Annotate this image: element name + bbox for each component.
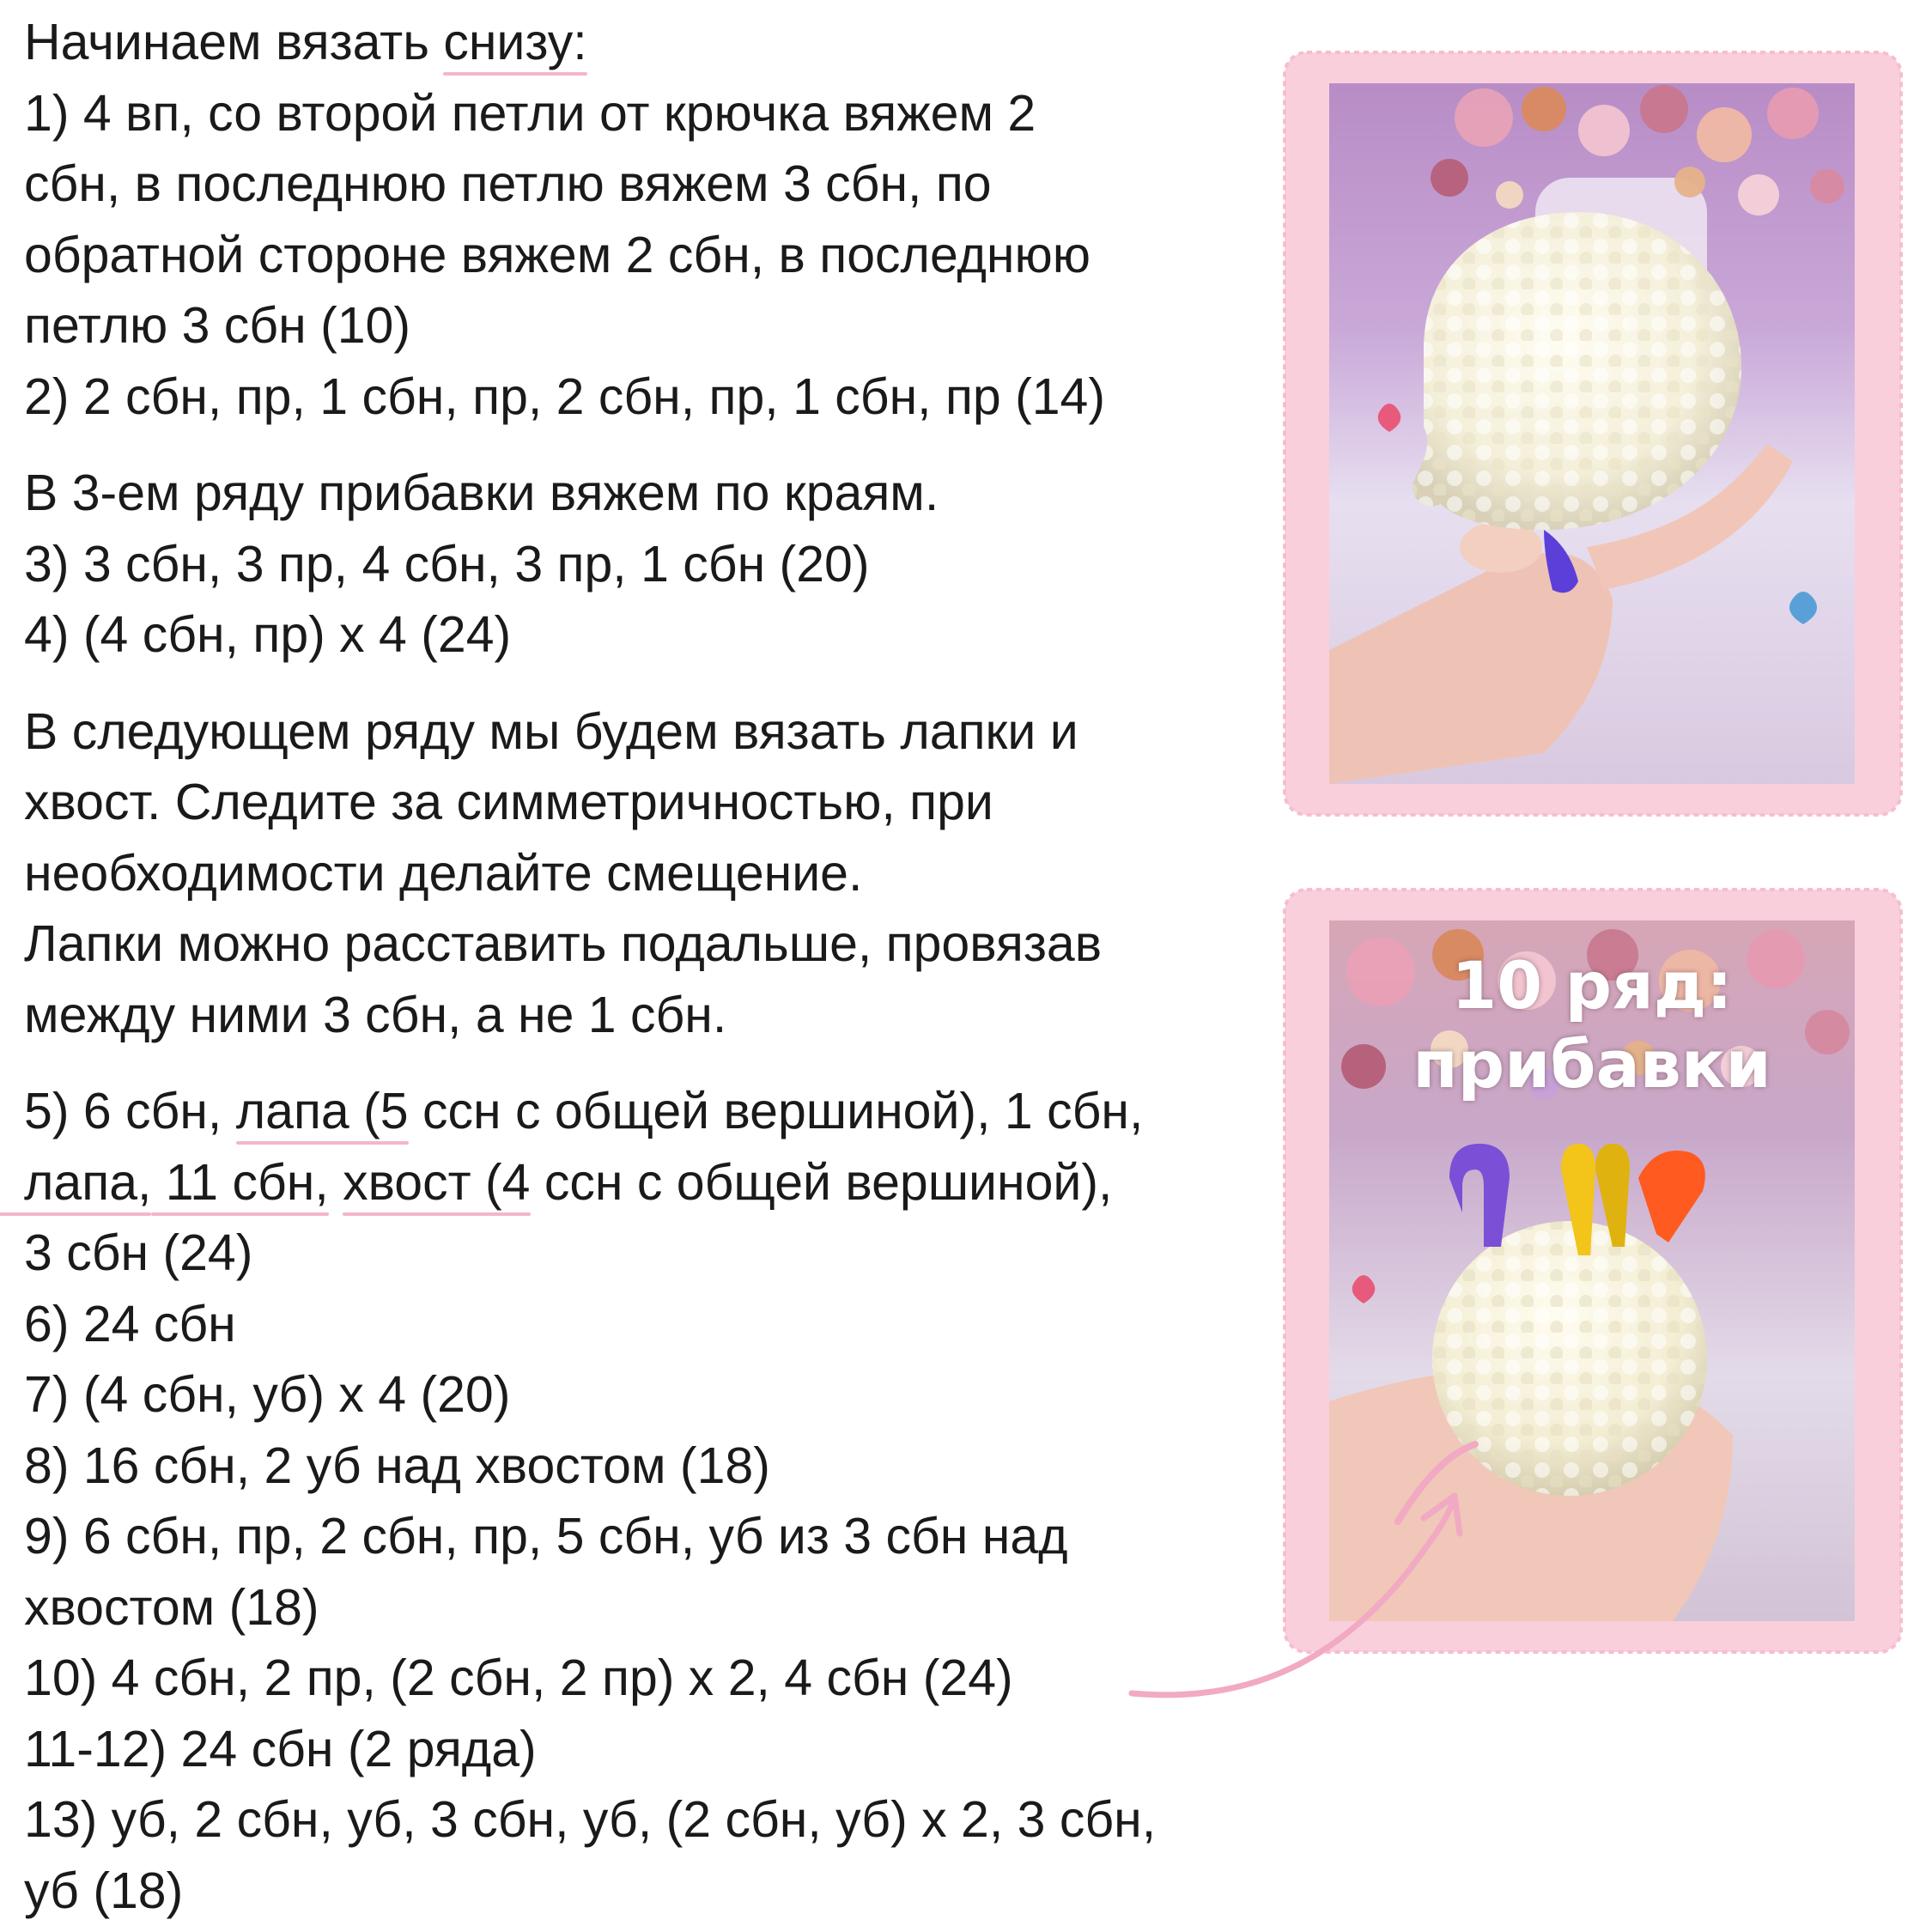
photo-frame-1 [1279, 47, 1906, 820]
row-11-12-line: 11-12) 24 сбн (2 ряда) [24, 1720, 537, 1777]
row-9-line: хвостом (18) [24, 1578, 319, 1636]
row-4-line: 4) (4 сбн, пр) х 4 (24) [24, 606, 512, 663]
row-1-line: петлю 3 сбн (10) [24, 297, 410, 354]
row-2-line: 2) 2 сбн, пр, 1 сбн, пр, 2 сбн, пр, 1 сбн, пр (14) [24, 368, 1106, 425]
underlined-text: хвост (4 [343, 1153, 531, 1211]
underlined-text: лапа, [24, 1153, 152, 1211]
row-9-line: 9) 6 сбн, пр, 2 сбн, пр, 5 сбн, уб из 3 сбн над [24, 1508, 1068, 1564]
intro-line: Начинаем вязать снизу: [24, 14, 587, 70]
photo-crochet-base [1329, 83, 1855, 784]
note-line: В 3-ем ряду прибавки вяжем по краям. [24, 465, 939, 521]
note-line: В следующем ряду мы будем вязать лапки и [24, 702, 1078, 760]
row-5-line: лапа, 11 сбн, хвост (4 ссн с общей вершиной), [24, 1153, 1113, 1211]
photo-frame-2 [1279, 884, 1906, 1657]
note-line: Лапки можно расставить подальше, провязав [24, 915, 1103, 972]
row-1-line: обратной стороне вяжем 2 сбн, в последнюю [24, 226, 1091, 283]
row-1-line: сбн, в последнюю петлю вяжем 3 сбн, по [24, 155, 992, 212]
underlined-text: снизу: [443, 14, 587, 70]
instructions-text [24, 7, 1278, 1926]
row-13-line: уб (18) [24, 1862, 184, 1919]
photo-caption: 10 ряд: прибавки [1413, 947, 1771, 1103]
row-1-line: 1) 4 вп, со второй петли от крючка вяжем 2 [24, 84, 1036, 142]
row-10-line: 10) 4 сбн, 2 пр, (2 сбн, 2 пр) х 2, 4 сбн (24) [24, 1649, 1013, 1706]
row-7-line: 7) (4 сбн, уб) х 4 (20) [24, 1366, 511, 1423]
note-line: необходимости делайте смещение. [24, 844, 863, 902]
row-5-line: 5) 6 сбн, лапа (5 ссн с общей вершиной), 1 сбн, [24, 1083, 1144, 1139]
row-8-line: 8) 16 сбн, 2 уб над хвостом (18) [24, 1437, 770, 1494]
stitch-markers [1449, 1144, 1705, 1255]
underlined-text: лапа (5 [235, 1083, 409, 1139]
row-13-line: 13) уб, 2 сбн, уб, 3 сбн, уб, (2 сбн, уб) х 2, 3 сбн, [24, 1791, 1157, 1848]
row-6-line: 6) 24 сбн [24, 1295, 236, 1352]
row-5-line: 3 сбн (24) [24, 1224, 253, 1281]
note-line: между ними 3 сбн, а не 1 сбн. [24, 986, 727, 1043]
note-line: хвост. Следите за симметричностью, при [24, 774, 993, 830]
photo-crochet-row-10 [1329, 920, 1855, 1621]
underlined-text: 11 сбн, [151, 1153, 329, 1211]
row-3-line: 3) 3 сбн, 3 пр, 4 сбн, 3 пр, 1 сбн (20) [24, 535, 870, 592]
